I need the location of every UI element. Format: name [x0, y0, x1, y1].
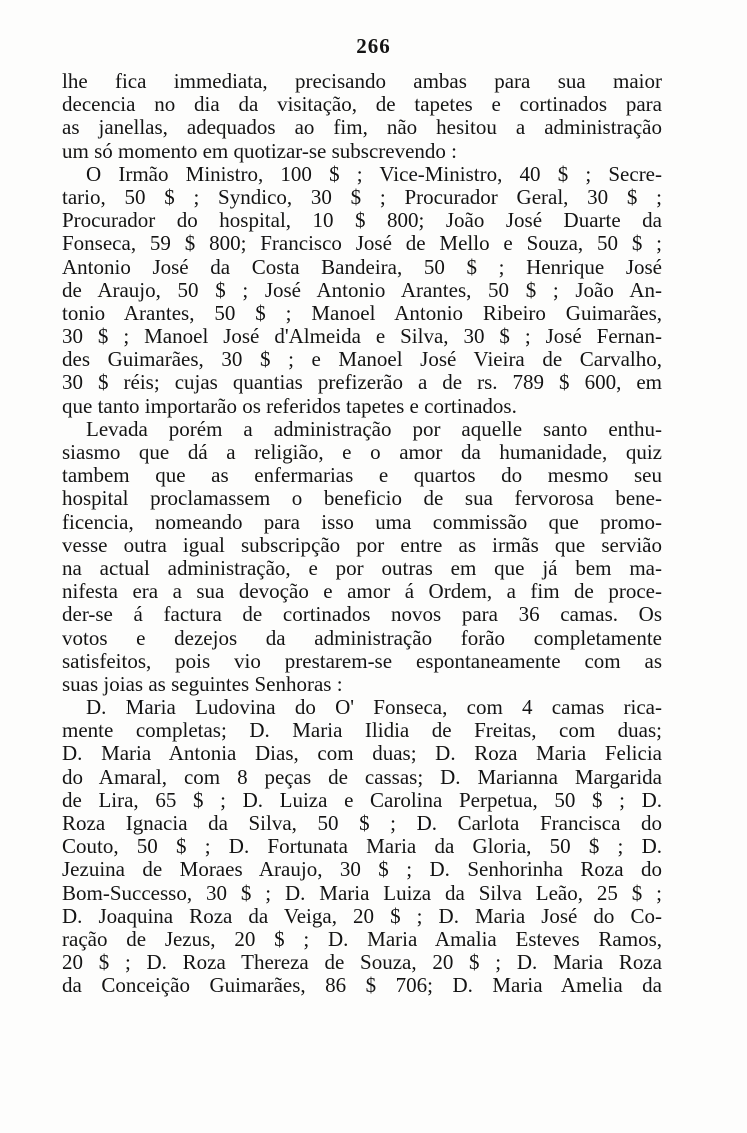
text-line: as janellas, adequados ao fim, não hesitou a administração: [62, 115, 662, 140]
text-line: des Guimarães, 30 $ ; e Manoel José Vieira de Carvalho,: [62, 347, 662, 372]
text-line: hospital proclamassem o beneficio de sua fervorosa bene-: [62, 486, 662, 511]
text-line: tario, 50 $ ; Syndico, 30 $ ; Procurador Geral, 30 $ ;: [62, 184, 662, 209]
text-line: Jezuina de Moraes Araujo, 30 $ ; D. Senhorinha Roza do: [62, 857, 662, 882]
text-line: D. Maria Antonia Dias, com duas; D. Roza Maria Felicia: [62, 741, 662, 766]
text-line: de Lira, 65 $ ; D. Luiza e Carolina Perpetua, 50 $ ; D.: [62, 787, 662, 812]
text-line: de Araujo, 50 $ ; José Antonio Arantes, 50 $ ; João An-: [62, 277, 662, 302]
text-line: vesse outra igual subscripção por entre as irmãs que servião: [62, 532, 662, 557]
text-line: do Amaral, com 8 peças de cassas; D. Marianna Margarida: [62, 764, 662, 789]
text-line: 30 $ ; Manoel José d'Almeida e Silva, 30 $ ; José Fernan-: [62, 324, 662, 349]
text-line: siasmo que dá a religião, e o amor da humanidade, quiz: [62, 440, 662, 464]
text-line: Procurador do hospital, 10 $ 800; João José Duarte da: [62, 208, 662, 233]
text-line: da Conceição Guimarães, 86 $ 706; D. Maria Amelia da: [62, 973, 662, 998]
text-line: ração de Jezus, 20 $ ; D. Maria Amalia Esteves Ramos,: [62, 926, 662, 951]
text-line: Couto, 50 $ ; D. Fortunata Maria da Gloria, 50 $ ; D.: [62, 834, 662, 859]
page-number: 266: [356, 34, 391, 58]
text-line: Levada porém a administração por aquelle santo enthu-: [86, 416, 662, 441]
text-line: der-se á factura de cortinados novos para 36 camas. Os: [62, 602, 662, 627]
text-line: tambem que as enfermarias e quartos do mesmo seu: [62, 463, 662, 488]
text-line: satisfeitos, pois vio prestarem-se espontaneamente com as: [62, 648, 662, 673]
text-line: suas joias as seguintes Senhoras :: [62, 671, 343, 696]
text-line: Bom-Successo, 30 $ ; D. Maria Luiza da Silva Leão, 25 $ ;: [62, 880, 662, 905]
text-line: D. Maria Ludovina do O' Fonseca, com 4 camas rica-: [86, 695, 662, 720]
text-line: O Irmão Ministro, 100 $ ; Vice-Ministro, 40 $ ; Secre-: [86, 161, 662, 186]
text-line: Antonio José da Costa Bandeira, 50 $ ; Henrique José: [62, 254, 662, 279]
text-line: um só momento em quotizar-se subscrevendo :: [62, 138, 457, 163]
text-line: lhe fica immediata, precisando ambas para sua maior: [62, 69, 662, 93]
text-line: na actual administração, e por outras em que já bem ma-: [62, 555, 662, 580]
text-line: 30 $ réis; cujas quantias prefizerão a de rs. 789 $ 600, em: [62, 370, 662, 395]
text-line: que tanto importarão os referidos tapetes e cortinados.: [62, 393, 517, 418]
text-line: votos e dezejos da administração forão completamente: [62, 625, 662, 650]
text-line: nifesta era a sua devoção e amor á Ordem, a fim de proce-: [62, 579, 662, 604]
text-line: 20 $ ; D. Roza Thereza de Souza, 20 $ ; D. Maria Roza: [62, 950, 662, 975]
text-line: decencia no dia da visitação, de tapetes e cortinados para: [62, 92, 662, 117]
text-line: Roza Ignacia da Silva, 50 $ ; D. Carlota Francisca do: [62, 811, 662, 835]
text-line: mente completas; D. Maria Ilidia de Freitas, com duas;: [62, 718, 662, 743]
text-line: Fonseca, 59 $ 800; Francisco José de Mello e Souza, 50 $ ;: [62, 231, 662, 256]
text-line: tonio Arantes, 50 $ ; Manoel Antonio Ribeiro Guimarães,: [62, 300, 662, 325]
text-line: D. Joaquina Roza da Veiga, 20 $ ; D. Maria José do Co-: [62, 903, 662, 928]
body-text: [62, 70, 662, 998]
text-line: ficencia, nomeando para isso uma commissão que promo-: [62, 509, 662, 534]
